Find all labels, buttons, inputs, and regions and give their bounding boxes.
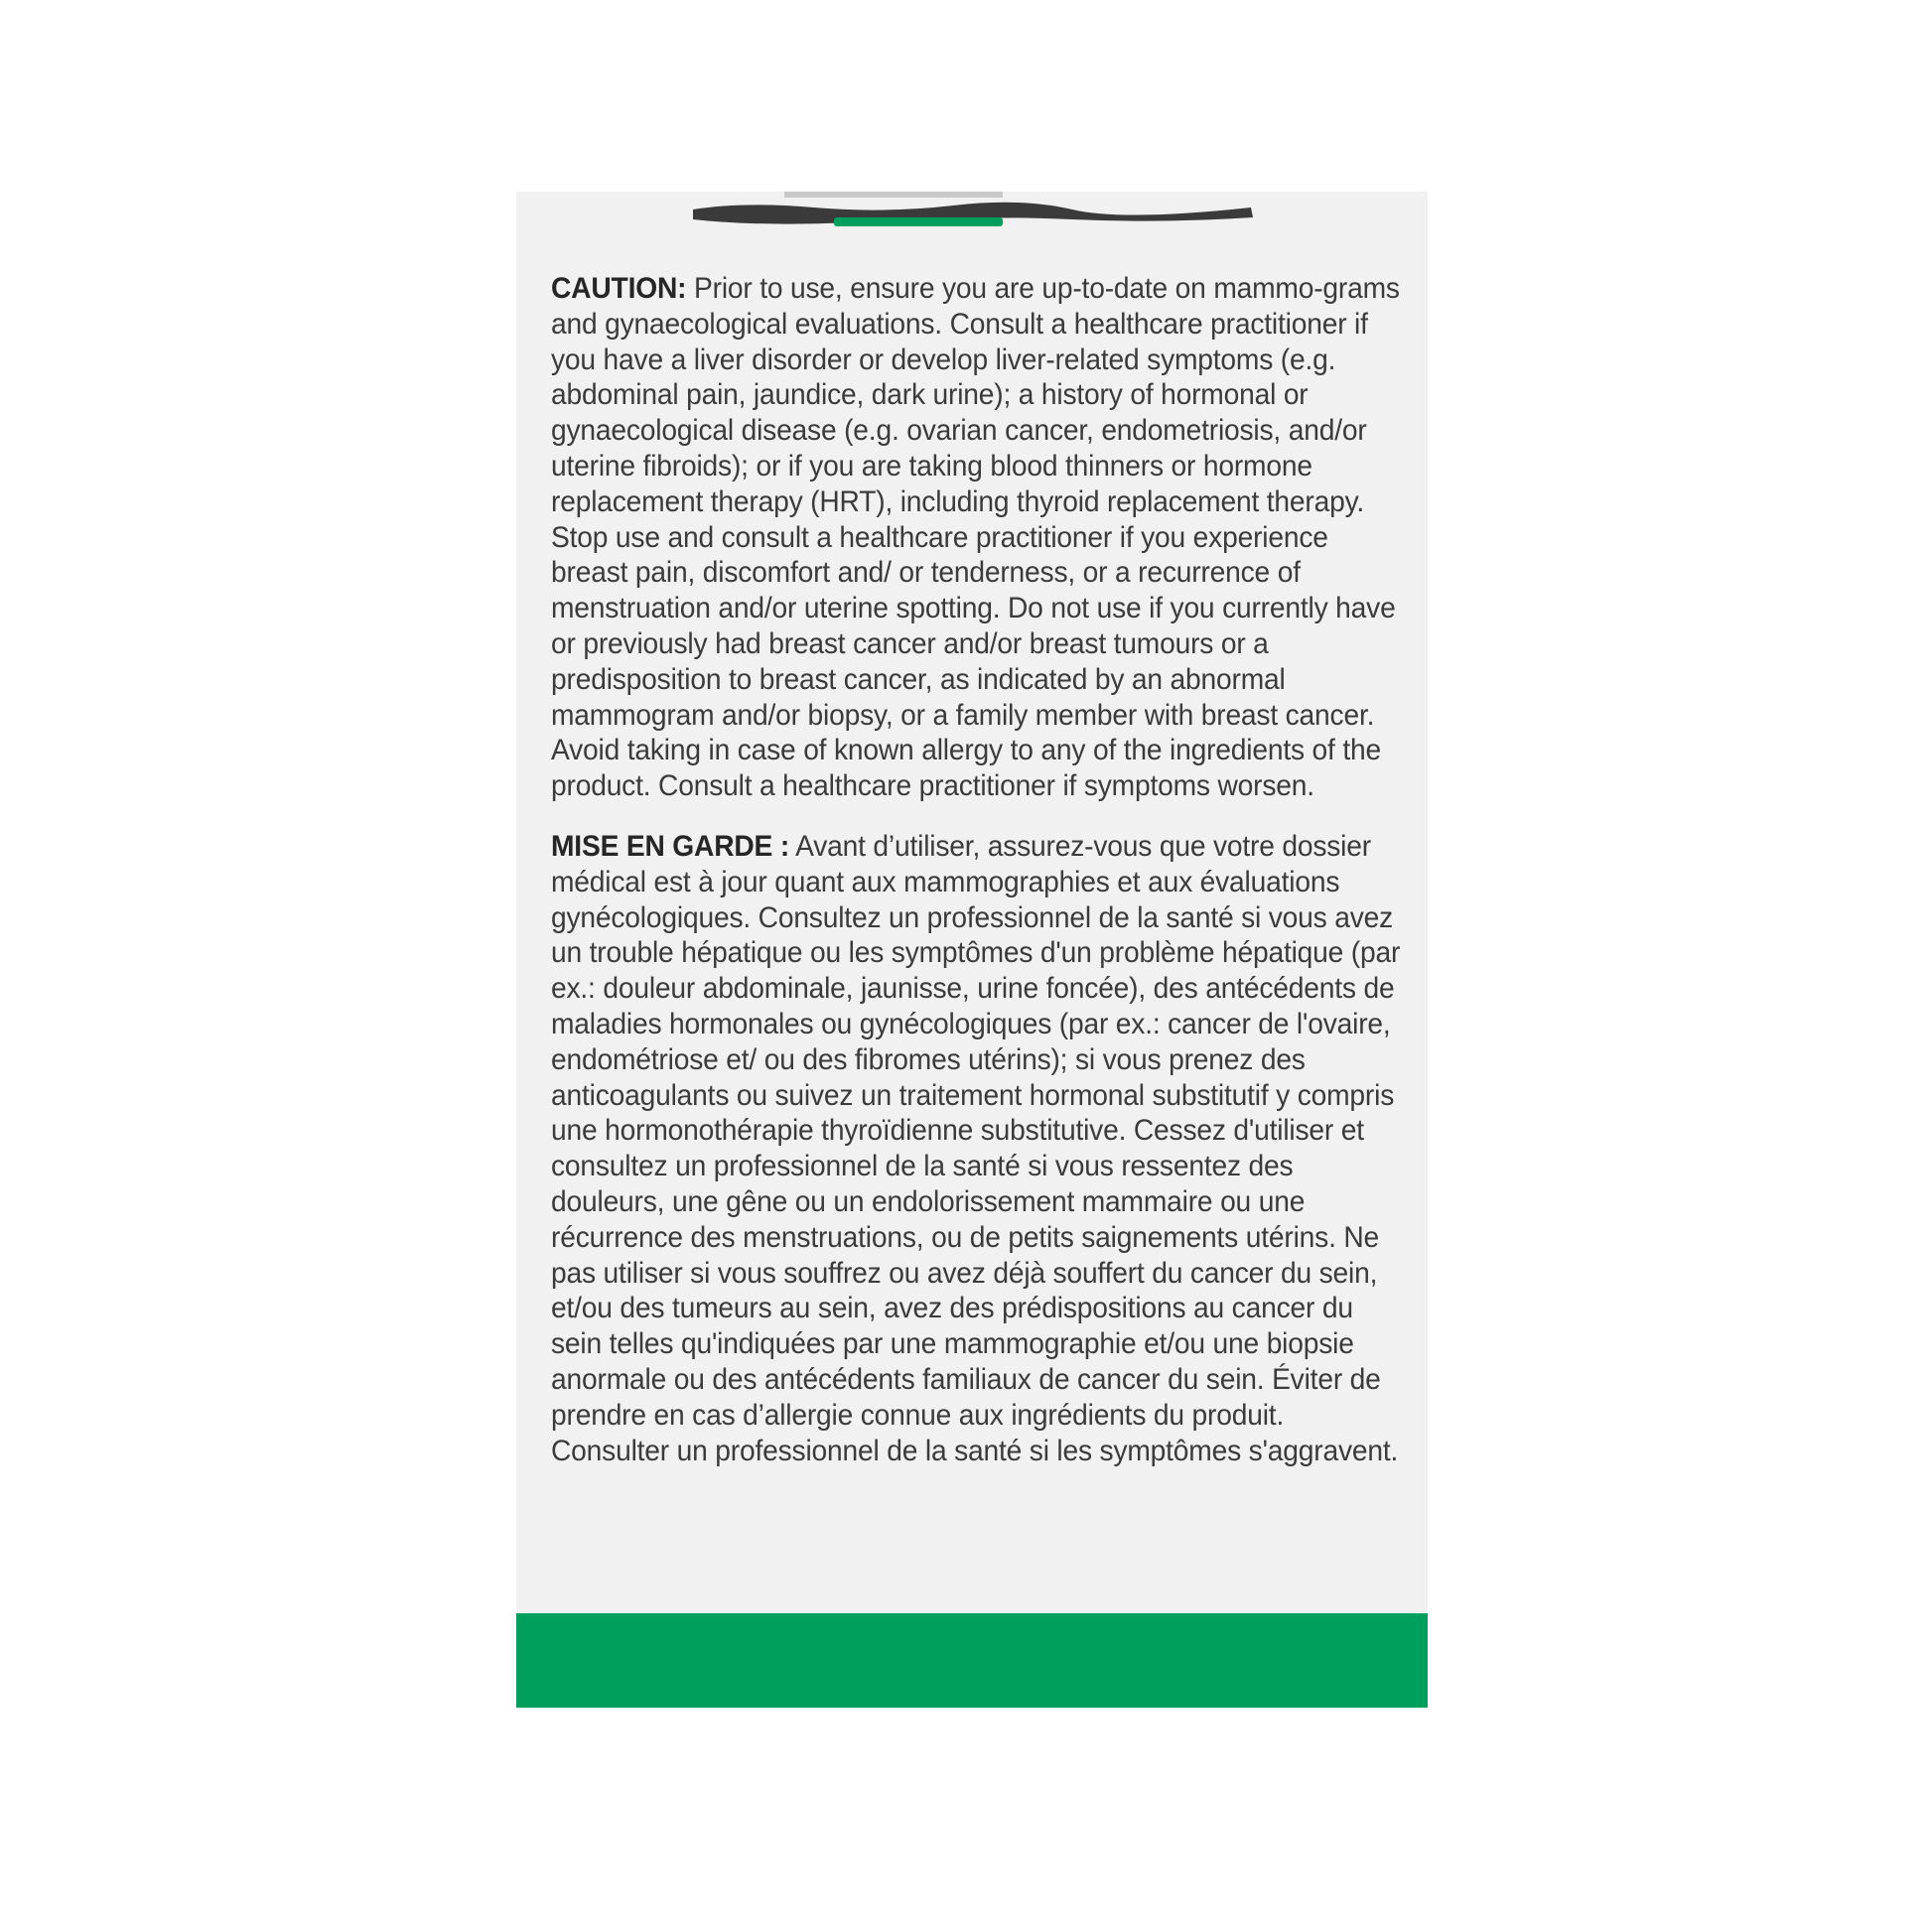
package-side-panel xyxy=(516,192,1428,1708)
mise-en-garde-label: MISE EN GARDE : xyxy=(551,829,790,863)
faint-print-line xyxy=(784,192,1003,198)
package-top-fold xyxy=(516,192,1428,239)
brand-green-band xyxy=(516,1613,1428,1708)
fold-graphic xyxy=(516,192,1428,239)
caution-label: CAUTION: xyxy=(551,272,687,305)
caution-text: Prior to use, ensure you are up-to-date on mammo-grams and gynaecological evaluations. Consult a healthcare practitioner if you have a liver disorder or develop liver-related symptoms (e.g. abdominal pain, jaundice, dark urine); a history of hormonal or gynaecological disease (e.g. ovarian cancer, endometriosis, and/or uterine fibroids); or if you are taking blood thinners or hormone replacement therapy (HRT), including thyroid replacement therapy. Stop use and consult a healthcare practitioner if you experience breast pain, discomfort and/ or tenderness, or a recurrence of menstruation and/or uterine spotting. Do not use if you currently have or previously had breast cancer and/or breast tumours or a predisposition to breast cancer, as indicated by an abnormal mammogram and/or biopsy, or a family member with breast cancer. Avoid taking in case of known allergy to any of the ingredients of the product. Consult a healthcare practitioner if symptoms worsen. xyxy=(551,272,1400,803)
warning-text-block xyxy=(551,271,1407,1468)
mise-en-garde-text: Avant d’utiliser, assurez-vous que votre dossier médical est à jour quant aux mammographies et aux évaluations gynécologiques. Consultez un professionnel de la santé si vous avez un trouble hépatique ou les symptômes d'un problème hépatique (par ex.: douleur abdominale, jaunisse, urine foncée), des antécédents de maladies hormonales ou gynécologiques (par ex.: cancer de l'ovaire, endométriose et/ ou des fibromes utérins); si vous prenez des anticoagulants ou suivez un traitement hormonal substitutif y compris une hormonothérapie thyroïdienne substitutive. Cessez d'utiliser et consultez un professionnel de la santé si vous ressentez des douleurs, une gêne ou un endolorissement mammaire ou une récurrence des menstruations, ou de petits saignements utérins. Ne pas utiliser si vous souffrez ou avez déjà souffert du cancer du sein, et/ou des tumeurs au sein, avez des prédispositions au cancer du sein telles qu'indiquées par une mammographie et/ou une biopsie anormale ou des antécédents familiaux de cancer du sein. Éviter de prendre en cas d’allergie connue aux ingrédients du produit. Consulter un professionnel de la santé si les symptômes s'aggravent. xyxy=(551,829,1401,1467)
mise-en-garde-paragraph xyxy=(551,829,1407,1468)
mirrored-green-bar xyxy=(834,217,1003,226)
caution-paragraph xyxy=(551,271,1407,804)
